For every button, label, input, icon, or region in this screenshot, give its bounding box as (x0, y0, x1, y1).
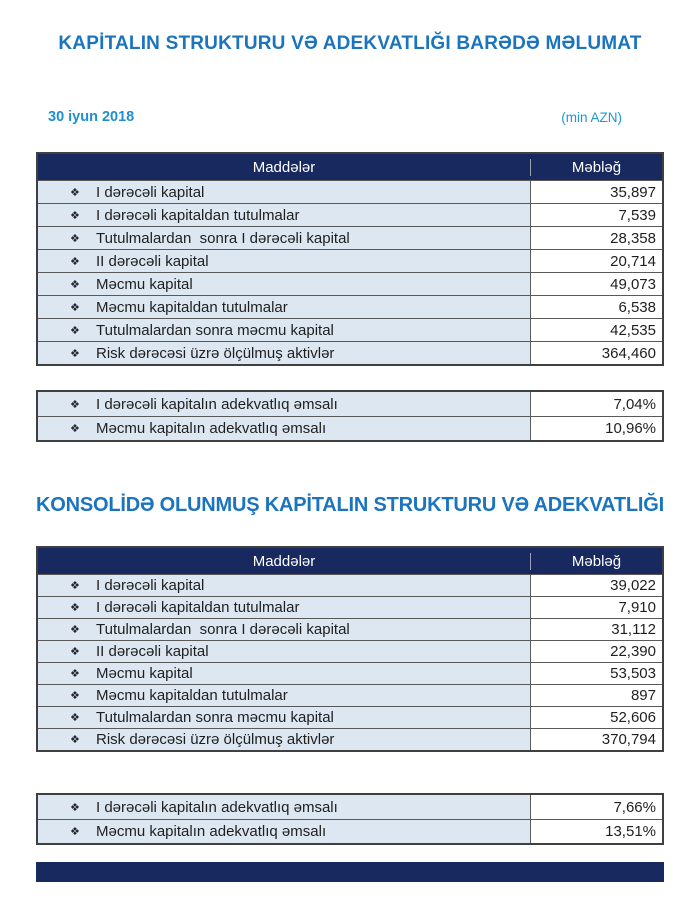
row-value: 370,794 (530, 729, 662, 750)
row-label: Məcmu kapitaldan tutulmalar (96, 687, 288, 704)
row-value: 20,714 (530, 250, 662, 272)
unit-label: (min AZN) (561, 110, 622, 125)
row-label: I dərəcəli kapitaldan tutulmalar (96, 599, 300, 616)
diamond-bullet-icon: ❖ (70, 209, 80, 222)
row-label: II dərəcəli kapital (96, 643, 209, 660)
row-label: Məcmu kapitalın adekvatlıq əmsalı (96, 420, 327, 437)
table-row (38, 618, 662, 640)
row-value: 35,897 (530, 181, 662, 203)
diamond-bullet-icon: ❖ (70, 255, 80, 268)
row-label: I dərəcəli kapitalın adekvatlıq əmsalı (96, 395, 338, 413)
report-date: 30 iyun 2018 (48, 109, 135, 125)
column-header-items: Maddələr (252, 552, 316, 570)
row-value: 31,112 (530, 619, 662, 640)
row-value: 13,51% (530, 820, 662, 843)
diamond-bullet-icon: ❖ (70, 301, 80, 314)
diamond-bullet-icon: ❖ (70, 186, 80, 199)
diamond-bullet-icon: ❖ (70, 646, 80, 658)
adequacy-ratio-table (36, 390, 664, 442)
table-row (38, 295, 662, 318)
diamond-bullet-icon: ❖ (70, 734, 80, 746)
diamond-bullet-icon: ❖ (70, 801, 80, 814)
row-label: Risk dərəcəsi üzrə ölçülmuş aktivlər (96, 731, 335, 748)
table-row (38, 795, 662, 819)
row-value: 10,96% (530, 417, 662, 440)
diamond-bullet-icon: ❖ (70, 232, 80, 245)
column-header-amount: Məbləğ (530, 159, 662, 176)
consolidated-adequacy-ratio-table (36, 793, 664, 845)
table-row (38, 574, 662, 596)
row-value: 364,460 (530, 342, 662, 364)
table-row (38, 416, 662, 440)
diamond-bullet-icon: ❖ (70, 690, 80, 702)
table-row (38, 249, 662, 272)
row-label: II dərəcəli kapital (96, 252, 209, 270)
table-row (38, 596, 662, 618)
row-value: 49,073 (530, 273, 662, 295)
table-row (38, 819, 662, 843)
row-label: Məcmu kapital (96, 275, 193, 293)
diamond-bullet-icon: ❖ (70, 712, 80, 724)
row-value: 53,503 (530, 663, 662, 684)
table-row (38, 728, 662, 750)
consolidated-capital-table (36, 546, 664, 752)
row-value: 42,535 (530, 319, 662, 341)
table-row (38, 180, 662, 203)
table-header-row (38, 154, 662, 180)
row-label: Məcmu kapital (96, 665, 193, 682)
row-label: Məcmu kapitalın adekvatlıq əmsalı (96, 823, 327, 840)
capital-structure-table (36, 152, 664, 366)
table-row (38, 272, 662, 295)
diamond-bullet-icon: ❖ (70, 423, 80, 435)
row-label: Məcmu kapitaldan tutulmalar (96, 298, 288, 316)
row-label: Tutulmalardan sonra I dərəcəli kapital (96, 621, 350, 638)
row-value: 39,022 (530, 575, 662, 596)
diamond-bullet-icon: ❖ (70, 347, 80, 360)
consolidated-section-title: KONSOLİDƏ OLUNMUŞ KAPİTALIN STRUKTURU VƏ ADEKVATLIĞI (36, 494, 664, 516)
table-row (38, 392, 662, 416)
row-value: 7,539 (530, 204, 662, 226)
table-row (38, 662, 662, 684)
row-label: Tutulmalardan sonra məcmu kapital (96, 709, 334, 726)
row-label: I dərəcəli kapitalın adekvatlıq əmsalı (96, 798, 338, 816)
diamond-bullet-icon: ❖ (70, 826, 80, 838)
row-label: Tutulmalardan sonra məcmu kapital (96, 321, 334, 339)
diamond-bullet-icon: ❖ (70, 624, 80, 636)
row-label: Risk dərəcəsi üzrə ölçülmuş aktivlər (96, 344, 335, 362)
row-label: I dərəcəli kapitaldan tutulmalar (96, 206, 300, 224)
row-value: 6,538 (530, 296, 662, 318)
row-value: 7,04% (530, 392, 662, 416)
table-row (38, 203, 662, 226)
table-header-row (38, 548, 662, 574)
table-row (38, 341, 662, 364)
row-value: 28,358 (530, 227, 662, 249)
diamond-bullet-icon: ❖ (70, 398, 80, 411)
diamond-bullet-icon: ❖ (70, 324, 80, 337)
row-value: 52,606 (530, 707, 662, 728)
table-row (38, 226, 662, 249)
column-header-items: Maddələr (252, 158, 316, 176)
diamond-bullet-icon: ❖ (70, 580, 80, 592)
table-row (38, 684, 662, 706)
footer-bar (36, 862, 664, 882)
table-row (38, 318, 662, 341)
row-value: 897 (530, 685, 662, 706)
row-label: I dərəcəli kapital (96, 183, 205, 201)
diamond-bullet-icon: ❖ (70, 278, 80, 291)
row-value: 7,910 (530, 597, 662, 618)
diamond-bullet-icon: ❖ (70, 602, 80, 614)
table-row (38, 706, 662, 728)
column-header-amount: Məbləğ (530, 553, 662, 570)
row-label: I dərəcəli kapital (96, 577, 205, 594)
report-title: KAPİTALIN STRUKTURU VƏ ADEKVATLIĞI BARƏDƏ MƏLUMAT (58, 33, 642, 54)
row-label: Tutulmalardan sonra I dərəcəli kapital (96, 229, 350, 247)
row-value: 7,66% (530, 795, 662, 819)
table-row (38, 640, 662, 662)
row-value: 22,390 (530, 641, 662, 662)
diamond-bullet-icon: ❖ (70, 668, 80, 680)
